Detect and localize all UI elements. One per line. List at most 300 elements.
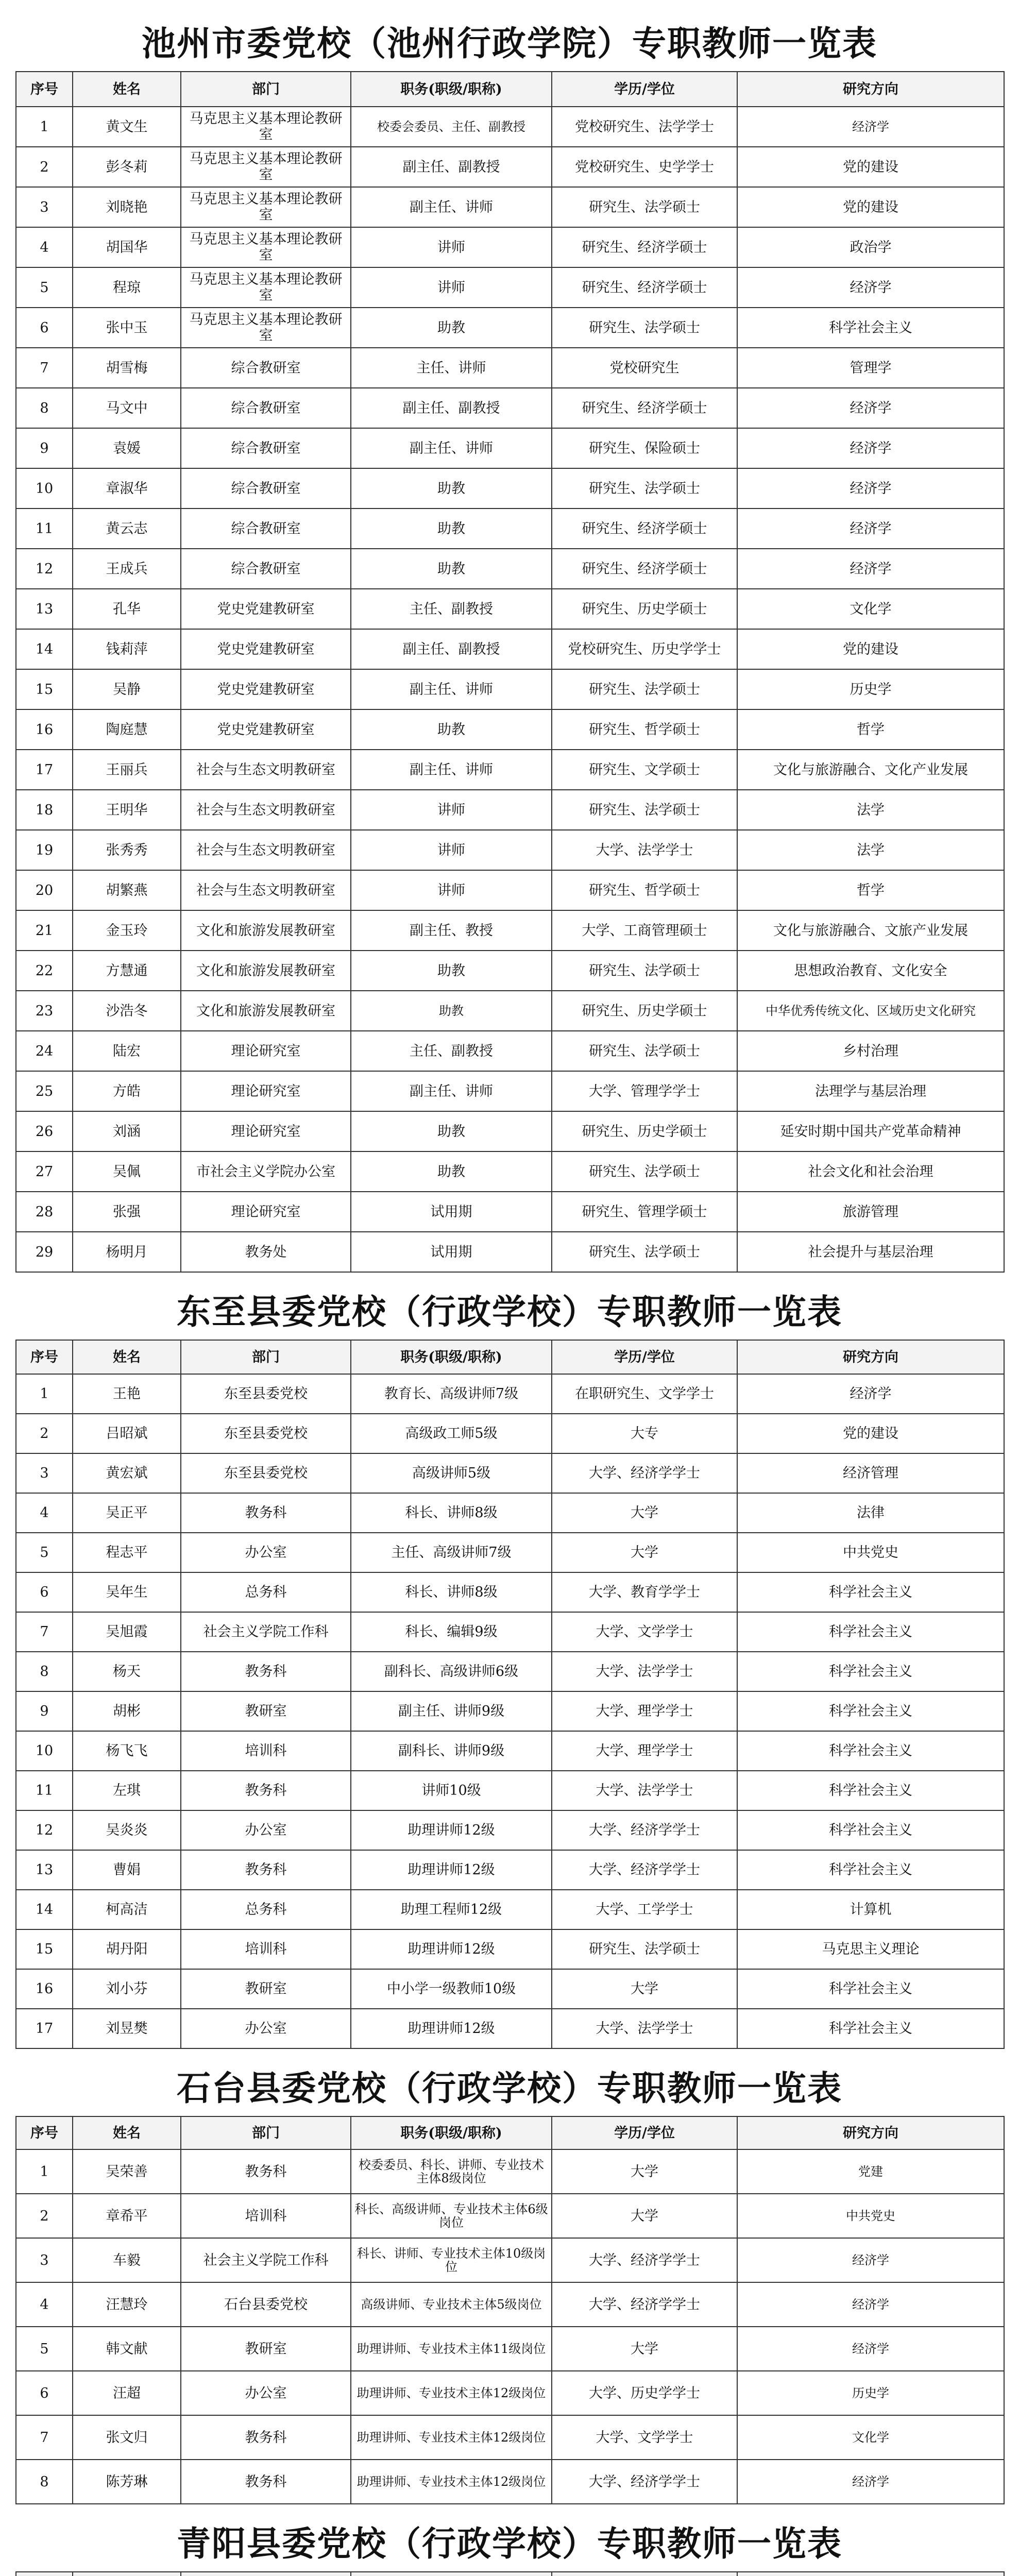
cell-department: 办公室 [181,1533,351,1572]
table-row [16,308,1004,348]
cell-position: 试用期 [351,1232,552,1272]
table-row [16,549,1004,589]
table-row [16,1771,1004,1810]
cell-position: 讲师 [351,830,552,870]
cell-department: 理论研究室 [181,1192,351,1232]
cell-education: 研究生、经济学硕士 [552,267,737,308]
cell-department: 东至县委党校 [181,1453,351,1493]
teacher-table [15,71,1005,1273]
cell-name: 胡丹阳 [73,1929,181,1969]
header-position [351,2572,552,2576]
cell-research: 法理学与基层治理 [737,1071,1004,1111]
cell-name: 杨飞飞 [73,1731,181,1771]
cell-department: 综合教研室 [181,348,351,388]
cell-research: 经济学 [737,388,1004,428]
cell-education: 研究生、经济学硕士 [552,549,737,589]
cell-position: 校委会委员、主任、副教授 [351,107,552,147]
cell-department: 综合教研室 [181,468,351,509]
cell-name: 钱莉萍 [73,629,181,669]
cell-research: 经济学 [737,2460,1004,2504]
cell-research: 思想政治教育、文化安全 [737,951,1004,991]
cell-index: 18 [16,790,73,830]
cell-name: 胡彬 [73,1691,181,1731]
cell-position: 科长、讲师8级 [351,1572,552,1612]
cell-education: 大学 [552,2194,737,2238]
cell-department: 总务科 [181,1572,351,1612]
table-row [16,1453,1004,1493]
cell-research: 经济学 [737,468,1004,509]
cell-education: 大学、法学学士 [552,1652,737,1691]
cell-education: 研究生、历史学硕士 [552,991,737,1031]
cell-education: 党校研究生、史学学士 [552,147,737,187]
table-row [16,951,1004,991]
cell-name: 胡国华 [73,227,181,267]
cell-research: 经济学 [737,1374,1004,1414]
table-row [16,1031,1004,1071]
header-research: 研究方向 [737,1340,1004,1374]
header-department: 部门 [181,1340,351,1374]
cell-education: 大学、经济学学士 [552,2282,737,2327]
cell-department: 社会与生态文明教研室 [181,750,351,790]
cell-index: 1 [16,107,73,147]
table-row [16,589,1004,629]
table-row [16,750,1004,790]
cell-education: 大学、经济学学士 [552,2460,737,2504]
cell-education: 研究生、法学硕士 [552,468,737,509]
cell-research: 哲学 [737,870,1004,910]
cell-education: 大学、理学学士 [552,1691,737,1731]
cell-research: 法学 [737,830,1004,870]
header-department [181,2572,351,2576]
cell-education: 大学、历史学学士 [552,2371,737,2415]
cell-position: 助教 [351,1151,552,1192]
cell-position: 高级讲师5级 [351,1453,552,1493]
table-header-row [16,1340,1004,1374]
cell-name: 王明华 [73,790,181,830]
cell-research: 中华优秀传统文化、区域历史文化研究 [737,991,1004,1031]
table-row [16,1612,1004,1652]
cell-education: 研究生、哲学硕士 [552,870,737,910]
cell-index: 26 [16,1111,73,1151]
cell-education: 研究生、文学硕士 [552,750,737,790]
cell-research: 文化学 [737,2415,1004,2460]
cell-position: 副主任、教授 [351,910,552,951]
cell-department: 教研室 [181,2327,351,2371]
cell-department: 培训科 [181,1929,351,1969]
cell-position: 讲师 [351,267,552,308]
cell-position: 副主任、讲师 [351,428,552,468]
cell-name: 吴佩 [73,1151,181,1192]
cell-name: 陶庭慧 [73,709,181,750]
section-title: 石台县委党校（行政学校）专职教师一览表 [177,2068,842,2108]
cell-name: 杨天 [73,1652,181,1691]
cell-research: 科学社会主义 [737,1612,1004,1652]
cell-department: 马克思主义基本理论教研室 [181,308,351,348]
cell-name: 方慧通 [73,951,181,991]
cell-index: 4 [16,2282,73,2327]
cell-education: 大学、文学学士 [552,2415,737,2460]
table-row [16,1731,1004,1771]
cell-name: 黄云志 [73,509,181,549]
cell-position: 校委委员、科长、讲师、专业技术主体8级岗位 [351,2149,552,2194]
cell-position: 副主任、讲师 [351,1071,552,1111]
table-header-row [16,2572,1004,2576]
cell-name: 袁媛 [73,428,181,468]
cell-education: 大学、理学学士 [552,1731,737,1771]
table-row [16,669,1004,709]
cell-education: 大学 [552,1969,737,2009]
table-row [16,1232,1004,1272]
table-row [16,1111,1004,1151]
cell-name: 陈芳琳 [73,2460,181,2504]
cell-name: 胡繁燕 [73,870,181,910]
cell-position: 助理讲师12级 [351,2009,552,2048]
cell-index: 3 [16,2238,73,2282]
cell-education: 大学、工学学士 [552,1890,737,1929]
cell-education: 在职研究生、文学学士 [552,1374,737,1414]
cell-name: 陆宏 [73,1031,181,1071]
cell-index: 15 [16,1929,73,1969]
cell-research: 党建 [737,2149,1004,2194]
cell-index: 23 [16,991,73,1031]
header-department: 部门 [181,72,351,107]
cell-position: 助理讲师、专业技术主体12级岗位 [351,2371,552,2415]
cell-department: 东至县委党校 [181,1374,351,1414]
cell-research: 科学社会主义 [737,2009,1004,2048]
cell-position: 科长、编辑9级 [351,1612,552,1652]
cell-department: 马克思主义基本理论教研室 [181,187,351,227]
table-row [16,2415,1004,2460]
cell-position: 副主任、副教授 [351,147,552,187]
table-row [16,1691,1004,1731]
cell-department: 总务科 [181,1890,351,1929]
cell-index: 17 [16,750,73,790]
cell-name: 汪超 [73,2371,181,2415]
cell-index: 8 [16,2460,73,2504]
cell-index: 4 [16,227,73,267]
cell-name: 黄宏斌 [73,1453,181,1493]
cell-education: 大学、经济学学士 [552,1850,737,1890]
cell-department: 社会与生态文明教研室 [181,790,351,830]
cell-index: 5 [16,1533,73,1572]
cell-research: 旅游管理 [737,1192,1004,1232]
table-row [16,910,1004,951]
cell-index: 12 [16,1810,73,1850]
cell-name: 王艳 [73,1374,181,1414]
table-row [16,267,1004,308]
cell-research: 法律 [737,1493,1004,1533]
cell-education: 研究生、法学硕士 [552,951,737,991]
cell-research: 科学社会主义 [737,1810,1004,1850]
cell-name: 吴旭霞 [73,1612,181,1652]
cell-index: 10 [16,1731,73,1771]
table-row [16,1652,1004,1691]
cell-index: 9 [16,428,73,468]
cell-position: 副主任、副教授 [351,629,552,669]
cell-index: 10 [16,468,73,509]
cell-name: 曹娟 [73,1850,181,1890]
cell-name: 章希平 [73,2194,181,2238]
cell-index: 17 [16,2009,73,2048]
cell-research: 经济学 [737,2282,1004,2327]
table-row [16,509,1004,549]
cell-education: 研究生、法学硕士 [552,790,737,830]
cell-education: 大学、文学学士 [552,1612,737,1652]
cell-name: 张强 [73,1192,181,1232]
table-header-row [16,2116,1004,2149]
cell-position: 讲师10级 [351,1771,552,1810]
cell-index: 6 [16,1572,73,1612]
cell-position: 主任、副教授 [351,589,552,629]
table-row [16,2460,1004,2504]
cell-position: 助教 [351,951,552,991]
cell-department: 马克思主义基本理论教研室 [181,107,351,147]
cell-name: 方皓 [73,1071,181,1111]
cell-research: 经济学 [737,267,1004,308]
cell-research: 党的建设 [737,1414,1004,1453]
cell-education: 大学、工商管理硕士 [552,910,737,951]
cell-index: 29 [16,1232,73,1272]
cell-position: 助理讲师12级 [351,1850,552,1890]
table-row [16,1071,1004,1111]
cell-name: 张文归 [73,2415,181,2460]
cell-position: 科长、高级讲师、专业技术主体6级岗位 [351,2194,552,2238]
cell-department: 教务科 [181,1771,351,1810]
cell-index: 13 [16,1850,73,1890]
table-row [16,227,1004,267]
cell-department: 社会主义学院工作科 [181,1612,351,1652]
cell-index: 7 [16,348,73,388]
section-title: 青阳县委党校（行政学校）专职教师一览表 [177,2523,842,2564]
cell-name: 沙浩冬 [73,991,181,1031]
cell-name: 左琪 [73,1771,181,1810]
table-row [16,1192,1004,1232]
table-row [16,187,1004,227]
cell-department: 社会与生态文明教研室 [181,870,351,910]
table-row [16,428,1004,468]
cell-department: 党史党建教研室 [181,589,351,629]
cell-name: 吕昭斌 [73,1414,181,1453]
cell-education: 研究生、法学硕士 [552,1232,737,1272]
cell-index: 16 [16,1969,73,2009]
header-name: 姓名 [73,1340,181,1374]
cell-research: 延安时期中国共产党革命精神 [737,1111,1004,1151]
cell-department: 教研室 [181,1969,351,2009]
cell-research: 科学社会主义 [737,1691,1004,1731]
cell-research: 经济学 [737,509,1004,549]
cell-education: 大学、管理学学士 [552,1071,737,1111]
cell-position: 副主任、讲师 [351,187,552,227]
cell-education: 研究生、法学硕士 [552,1031,737,1071]
cell-department: 石台县委党校 [181,2282,351,2327]
cell-name: 王成兵 [73,549,181,589]
cell-education: 大学、教育学学士 [552,1572,737,1612]
cell-education: 研究生、管理学硕士 [552,1192,737,1232]
teacher-table [15,1340,1005,2049]
cell-education: 党校研究生、历史学学士 [552,629,737,669]
table-row [16,1374,1004,1414]
cell-position: 助理工程师12级 [351,1890,552,1929]
cell-index: 11 [16,509,73,549]
header-research: 研究方向 [737,72,1004,107]
cell-position: 讲师 [351,790,552,830]
cell-index: 24 [16,1031,73,1071]
cell-department: 教务科 [181,2415,351,2460]
cell-department: 理论研究室 [181,1031,351,1071]
cell-education: 大学、法学学士 [552,1771,737,1810]
cell-education: 党校研究生、法学学士 [552,107,737,147]
cell-index: 2 [16,147,73,187]
cell-research: 经济学 [737,428,1004,468]
cell-index: 1 [16,2149,73,2194]
cell-index: 28 [16,1192,73,1232]
cell-department: 教务科 [181,1850,351,1890]
cell-department: 培训科 [181,2194,351,2238]
cell-index: 13 [16,589,73,629]
cell-education: 大学、经济学学士 [552,1810,737,1850]
teacher-table [15,2116,1005,2504]
table-row [16,1151,1004,1192]
cell-name: 韩文献 [73,2327,181,2371]
table-row [16,1850,1004,1890]
cell-position: 主任、讲师 [351,348,552,388]
table-row [16,388,1004,428]
cell-position: 助理讲师12级 [351,1810,552,1850]
cell-name: 吴炎炎 [73,1810,181,1850]
cell-research: 党的建设 [737,147,1004,187]
cell-index: 8 [16,1652,73,1691]
cell-department: 市社会主义学院办公室 [181,1151,351,1192]
cell-department: 综合教研室 [181,428,351,468]
cell-index: 15 [16,669,73,709]
cell-name: 程琼 [73,267,181,308]
header-index: 序号 [16,2116,73,2149]
cell-position: 助教 [351,308,552,348]
cell-education: 研究生、历史学硕士 [552,589,737,629]
cell-position: 高级政工师5级 [351,1414,552,1453]
cell-index: 3 [16,187,73,227]
cell-department: 综合教研室 [181,549,351,589]
table-row [16,2327,1004,2371]
cell-education: 研究生、法学硕士 [552,187,737,227]
cell-research: 马克思主义理论 [737,1929,1004,1969]
cell-index: 12 [16,549,73,589]
cell-name: 吴静 [73,669,181,709]
cell-department: 社会主义学院工作科 [181,2238,351,2282]
cell-research: 科学社会主义 [737,308,1004,348]
cell-research: 社会文化和社会治理 [737,1151,1004,1192]
cell-education: 研究生、法学硕士 [552,669,737,709]
cell-education: 大学 [552,1533,737,1572]
table-row [16,468,1004,509]
cell-position: 副科长、高级讲师6级 [351,1652,552,1691]
cell-name: 金玉玲 [73,910,181,951]
cell-name: 吴荣善 [73,2149,181,2194]
header-research [737,2572,1004,2576]
table-row [16,348,1004,388]
cell-position: 副主任、讲师 [351,669,552,709]
teacher-table [15,2571,1005,2576]
cell-education: 大学 [552,1493,737,1533]
header-name: 姓名 [73,72,181,107]
cell-position: 讲师 [351,227,552,267]
cell-position: 主任、高级讲师7级 [351,1533,552,1572]
cell-research: 党的建设 [737,629,1004,669]
cell-research: 政治学 [737,227,1004,267]
cell-position: 副科长、讲师9级 [351,1731,552,1771]
cell-position: 副主任、讲师9级 [351,1691,552,1731]
cell-name: 孔华 [73,589,181,629]
table-row [16,2009,1004,2048]
header-index [16,2572,73,2576]
cell-research: 中共党史 [737,2194,1004,2238]
section-title: 池州市委党校（池州行政学院）专职教师一览表 [142,23,877,63]
cell-name: 汪慧玲 [73,2282,181,2327]
cell-position: 主任、副教授 [351,1031,552,1071]
cell-position: 试用期 [351,1192,552,1232]
header-position: 职务(职级/职称) [351,2116,552,2149]
cell-research: 经济学 [737,107,1004,147]
cell-index: 22 [16,951,73,991]
cell-department: 办公室 [181,1810,351,1850]
cell-research: 计算机 [737,1890,1004,1929]
cell-position: 助教 [351,991,552,1031]
cell-research: 经济管理 [737,1453,1004,1493]
cell-position: 中小学一级教师10级 [351,1969,552,2009]
table-row [16,147,1004,187]
cell-research: 法学 [737,790,1004,830]
cell-position: 副主任、副教授 [351,388,552,428]
table-row [16,830,1004,870]
cell-position: 助教 [351,549,552,589]
cell-position: 教育长、高级讲师7级 [351,1374,552,1414]
header-name [73,2572,181,2576]
cell-position: 助教 [351,709,552,750]
cell-research: 科学社会主义 [737,1572,1004,1612]
cell-department: 党史党建教研室 [181,709,351,750]
cell-research: 科学社会主义 [737,1771,1004,1810]
header-department: 部门 [181,2116,351,2149]
table-row [16,2282,1004,2327]
cell-department: 办公室 [181,2009,351,2048]
cell-department: 文化和旅游发展教研室 [181,951,351,991]
header-position: 职务(职级/职称) [351,1340,552,1374]
cell-position: 副主任、讲师 [351,750,552,790]
cell-position: 助理讲师12级 [351,1929,552,1969]
cell-education: 大学、经济学学士 [552,1453,737,1493]
header-name: 姓名 [73,2116,181,2149]
cell-index: 25 [16,1071,73,1111]
cell-research: 历史学 [737,2371,1004,2415]
cell-education: 研究生、哲学硕士 [552,709,737,750]
cell-education: 研究生、经济学硕士 [552,388,737,428]
cell-name: 车毅 [73,2238,181,2282]
cell-position: 助教 [351,1111,552,1151]
cell-name: 张中玉 [73,308,181,348]
cell-name: 刘涵 [73,1111,181,1151]
header-research: 研究方向 [737,2116,1004,2149]
header-index: 序号 [16,72,73,107]
cell-research: 乡村治理 [737,1031,1004,1071]
cell-name: 胡雪梅 [73,348,181,388]
cell-index: 16 [16,709,73,750]
header-education: 学历/学位 [552,1340,737,1374]
cell-department: 教务科 [181,2460,351,2504]
table-row [16,1929,1004,1969]
cell-position: 助理讲师、专业技术主体11级岗位 [351,2327,552,2371]
cell-department: 教研室 [181,1691,351,1731]
header-education: 学历/学位 [552,2116,737,2149]
